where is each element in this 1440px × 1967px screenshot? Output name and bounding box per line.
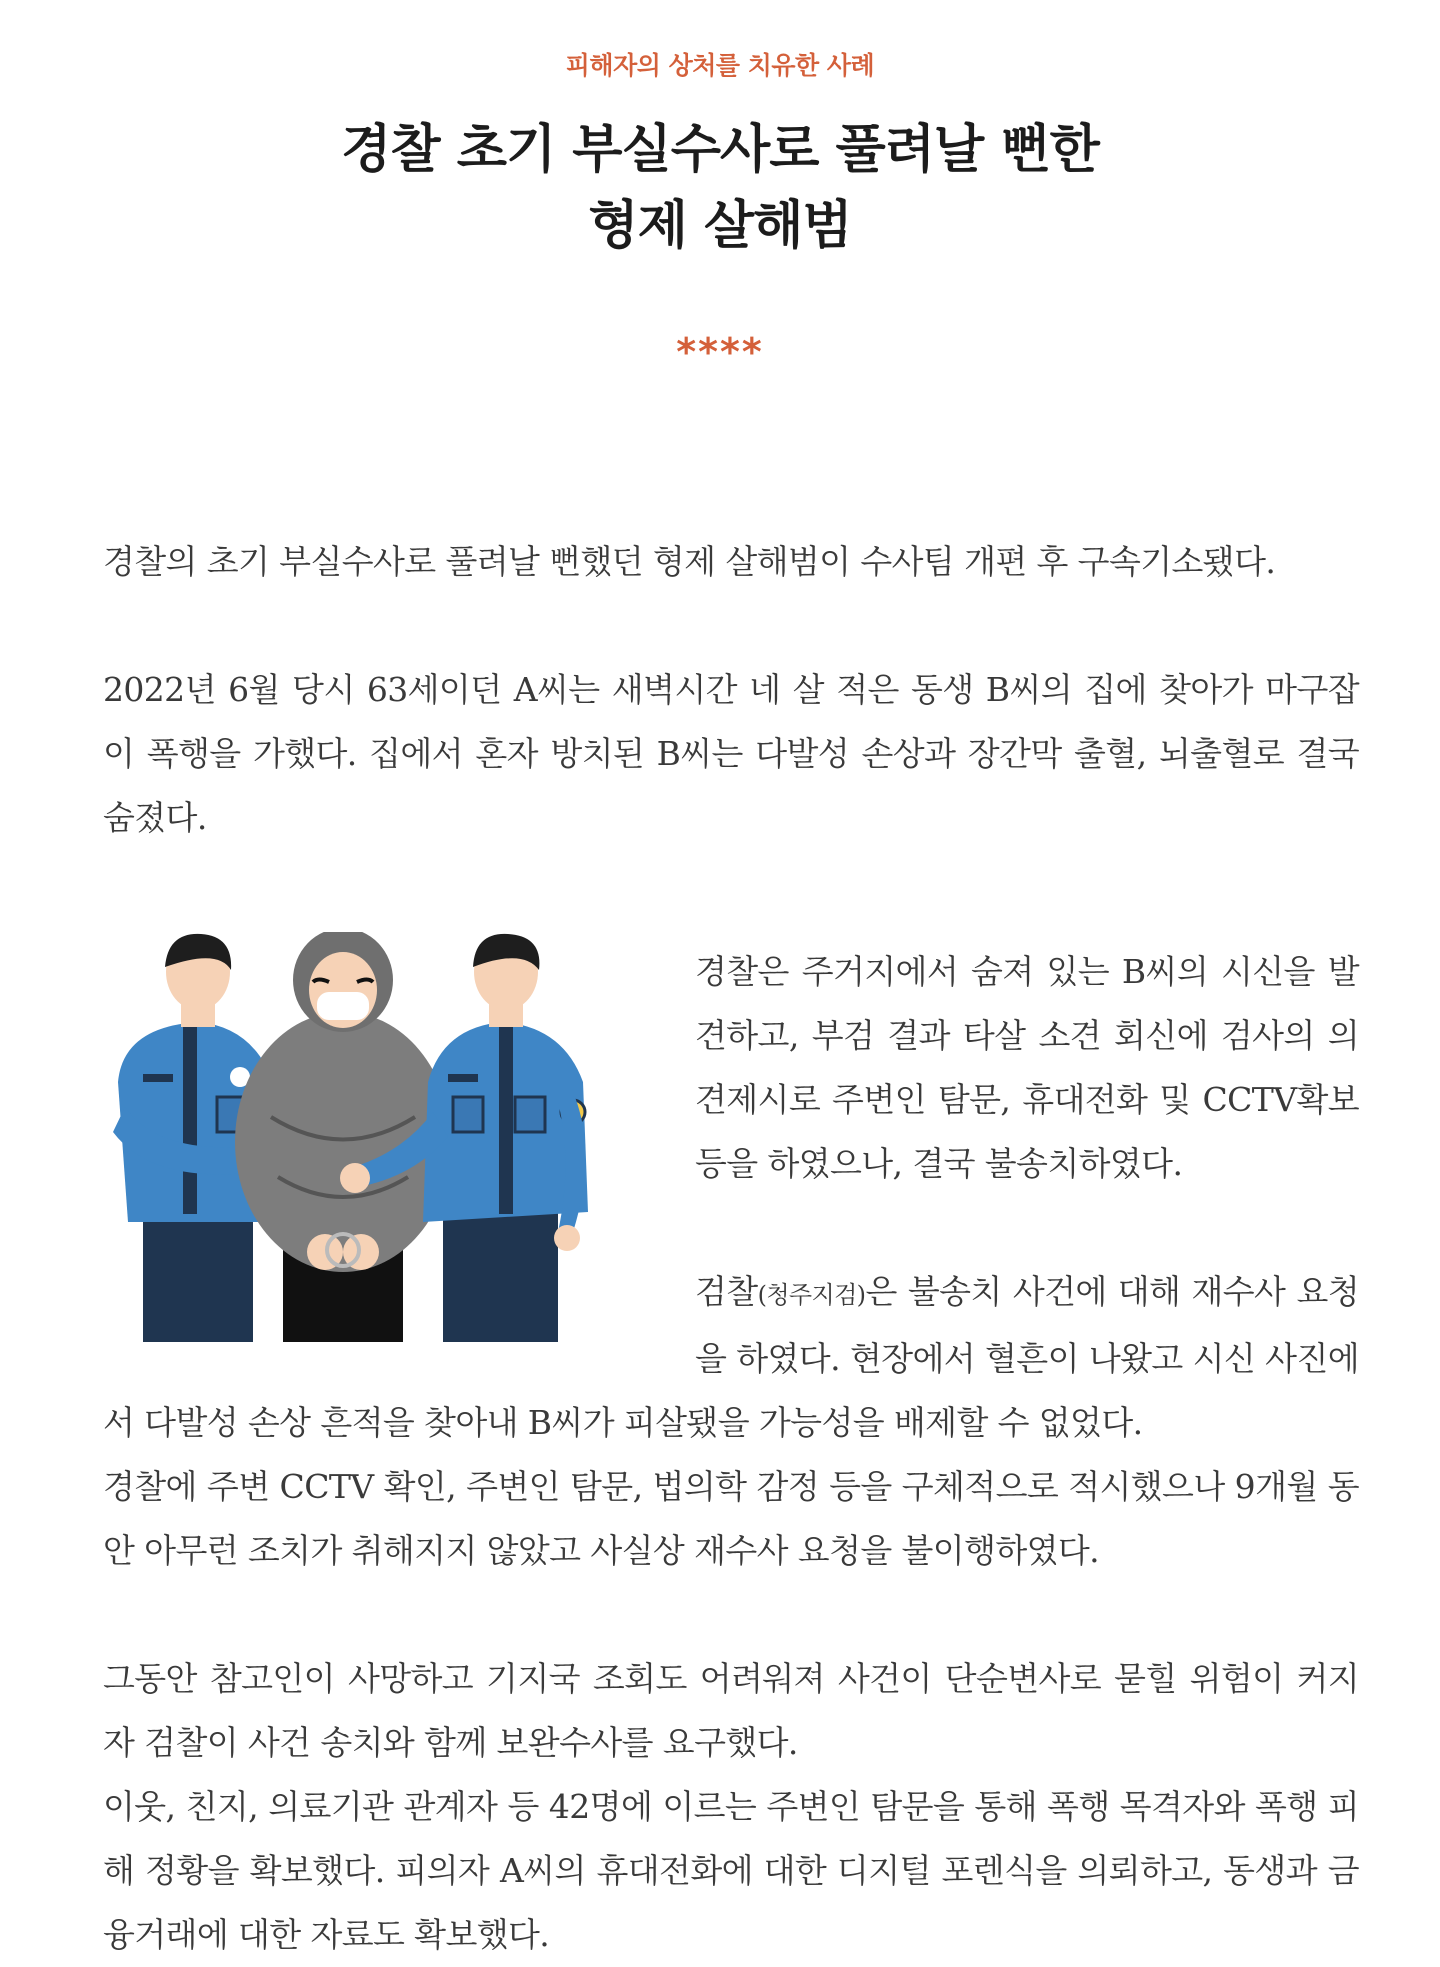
title-line-1: 경찰 초기 부실수사로 풀려날 뻔한 [341,120,1099,180]
paragraph-4-start: 검찰 [695,1272,758,1311]
paragraph-1: 경찰의 초기 부실수사로 풀려날 뻔했던 형제 살해범이 수사팀 개편 후 구속기소됐다. [103,542,1276,581]
prosecutor-office-note: (청주지검) [757,1281,866,1309]
paragraph-3: 경찰은 주거지에서 숨져 있는 B씨의 시신을 발견하고, 부검 결과 타살 소견 회신에 검사의 의견제시로 주변인 탐문, 휴대전화 및 CCTV확보 등을 하였으나, 결국 불송치하였다. [695,952,1359,1183]
title-line-2: 형제 살해범 [588,196,852,256]
paragraph-4-rest: 은 불송치 사건에 대해 재수사 요청을 하였다. 현장에서 혈흔이 나왔고 시신 사진에서 다발성 손상 흔적을 찾아내 B씨가 피살됐을 가능성을 배제할 수 없었다. [103,1272,1359,1442]
title-divider-stars: **** [676,330,764,374]
illustration-svg [103,932,673,1352]
paragraph-7: 이웃, 친지, 의료기관 관계자 등 42명에 이르는 주변인 탐문을 통해 폭행 목격자와 폭행 피해 정황을 확보했다. 피의자 A씨의 휴대전화에 대한 디지털 포렌식을 의뢰하고, 동생과 금융거래에 대한 자료도 확보했다. [103,1787,1359,1954]
paragraph-6: 그동안 참고인이 사망하고 기지국 조회도 어려워져 사건이 단순변사로 묻힐 위험이 커지자 검찰이 사건 송치와 함께 보완수사를 요구했다. [103,1659,1359,1762]
police-escorting-suspect-illustration [103,932,673,1352]
article-title [0,112,1440,264]
paragraph-2: 2022년 6월 당시 63세이던 A씨는 새벽시간 네 살 적은 동생 B씨의 집에 찾아가 마구잡이 폭행을 가했다. 집에서 혼자 방치된 B씨는 다발성 손상과 장간막 출혈, 뇌출혈로 결국 숨졌다. [103,670,1359,837]
category-label: 피해자의 상처를 치유한 사례 [565,51,875,80]
paragraph-5: 경찰에 주변 CCTV 확인, 주변인 탐문, 법의학 감정 등을 구체적으로 적시했으나 9개월 동안 아무런 조치가 취해지지 않았고 사실상 재수사 요청을 불이행하였다. [103,1467,1359,1570]
article-body [103,530,1359,1967]
